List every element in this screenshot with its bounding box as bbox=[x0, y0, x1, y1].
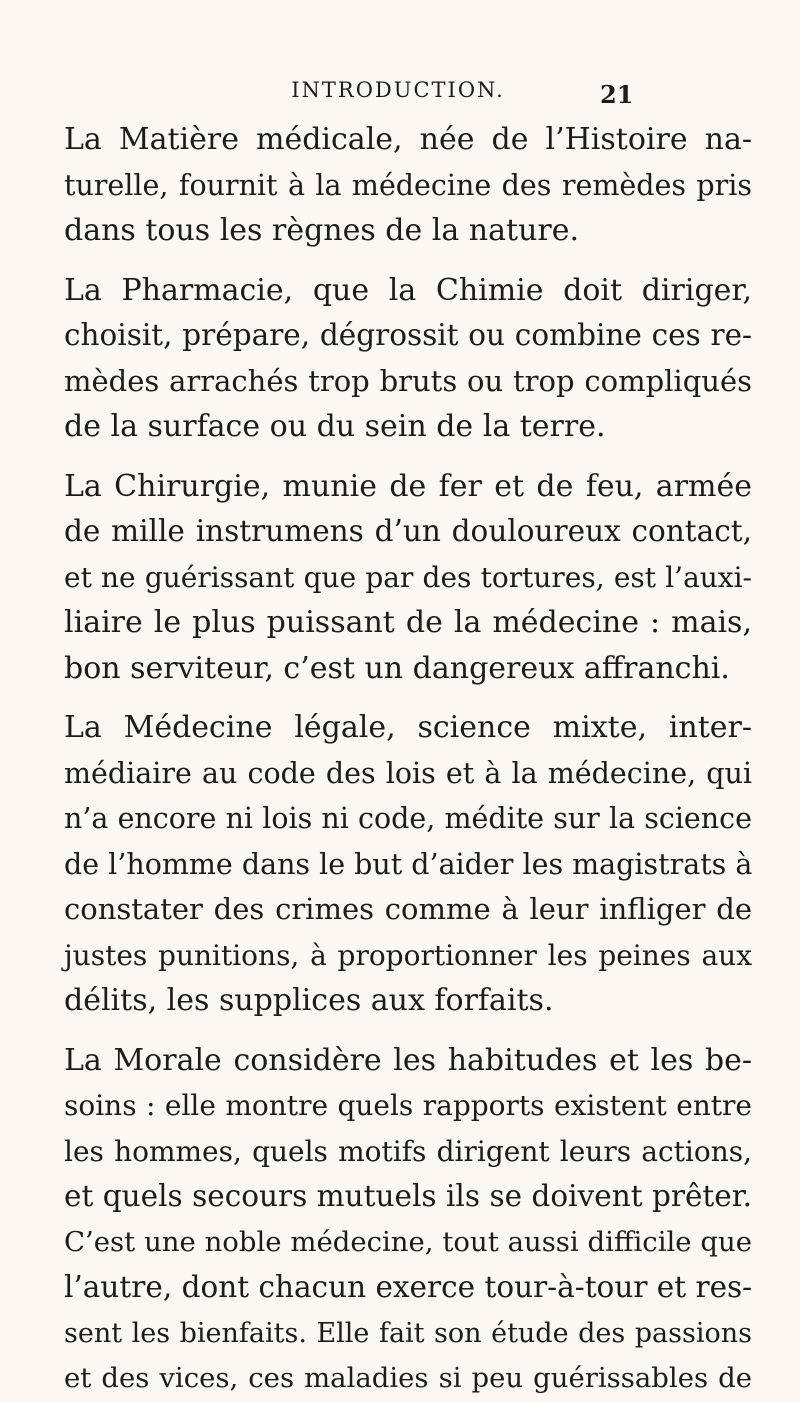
text-line: n’a encore ni lois ni code, médite sur la science bbox=[64, 802, 752, 835]
text-line: La Matière médicale, née de l’Histoire na- bbox=[64, 122, 752, 157]
paragraph-morale bbox=[64, 1038, 752, 1402]
paragraph-pharmacie bbox=[64, 268, 752, 450]
text-line: justes punitions, à proportionner les peines aux bbox=[64, 938, 752, 972]
paragraph-medecine-legale bbox=[64, 705, 752, 1024]
text-line: de l’homme dans le but d’aider les magistrats à bbox=[64, 847, 753, 881]
text-line: et des vices, ces maladies si peu guérissables de bbox=[64, 1362, 752, 1394]
text-line: constater des crimes comme à leur infliger de bbox=[64, 892, 752, 926]
text-line: La Chirurgie, munie de fer et de feu, armée bbox=[64, 468, 752, 504]
text-line: et ne guérissant que par des tortures, est l’auxi- bbox=[64, 560, 752, 594]
text-line: de la surface ou du sein de la terre. bbox=[64, 409, 606, 444]
text-line: l’autre, dont chacun exerce tour-à-tour et res- bbox=[64, 1270, 753, 1304]
text-line: La Médecine légale, science mixte, inter- bbox=[64, 710, 752, 745]
text-line: C’est une noble médecine, tout aussi difficile que bbox=[64, 1225, 752, 1258]
text-line: liaire le plus puissant de la médecine : mais, bbox=[64, 605, 752, 640]
text-line: La Pharmacie, que la Chimie doit diriger, bbox=[64, 272, 752, 308]
text-line: délits, les supplices aux forfaits. bbox=[64, 983, 554, 1018]
text-line: bon serviteur, c’est un dangereux affranchi. bbox=[64, 650, 730, 686]
text-line: mèdes arrachés trop bruts ou trop compliqués bbox=[64, 363, 752, 398]
text-line: choisit, prépare, dégrossit ou combine ces re- bbox=[64, 318, 752, 352]
text-line: médiaire au code des lois et à la médecine, qui bbox=[64, 756, 752, 790]
body-text bbox=[64, 117, 752, 1402]
text-line: turelle, fournit à la médecine des remèdes pris bbox=[64, 168, 752, 202]
running-head: INTRODUCTION. bbox=[291, 78, 505, 102]
paragraph-matiere-medicale bbox=[64, 117, 752, 254]
paragraph-chirurgie bbox=[64, 464, 752, 692]
text-line: dans tous les règnes de la nature. bbox=[64, 213, 580, 248]
text-line: et quels secours mutuels ils se doivent prêter. bbox=[64, 1179, 752, 1213]
text-line: La Morale considère les habitudes et les be- bbox=[64, 1042, 752, 1078]
text-line: soins : elle montre quels rapports existent entre bbox=[64, 1089, 752, 1122]
text-line: sent les bienfaits. Elle fait son étude des passions bbox=[64, 1317, 752, 1349]
text-line: les hommes, quels motifs dirigent leurs actions, bbox=[64, 1134, 752, 1168]
text-line: de mille instrumens d’un douloureux contact, bbox=[64, 514, 752, 548]
page-number: 21 bbox=[600, 80, 634, 109]
